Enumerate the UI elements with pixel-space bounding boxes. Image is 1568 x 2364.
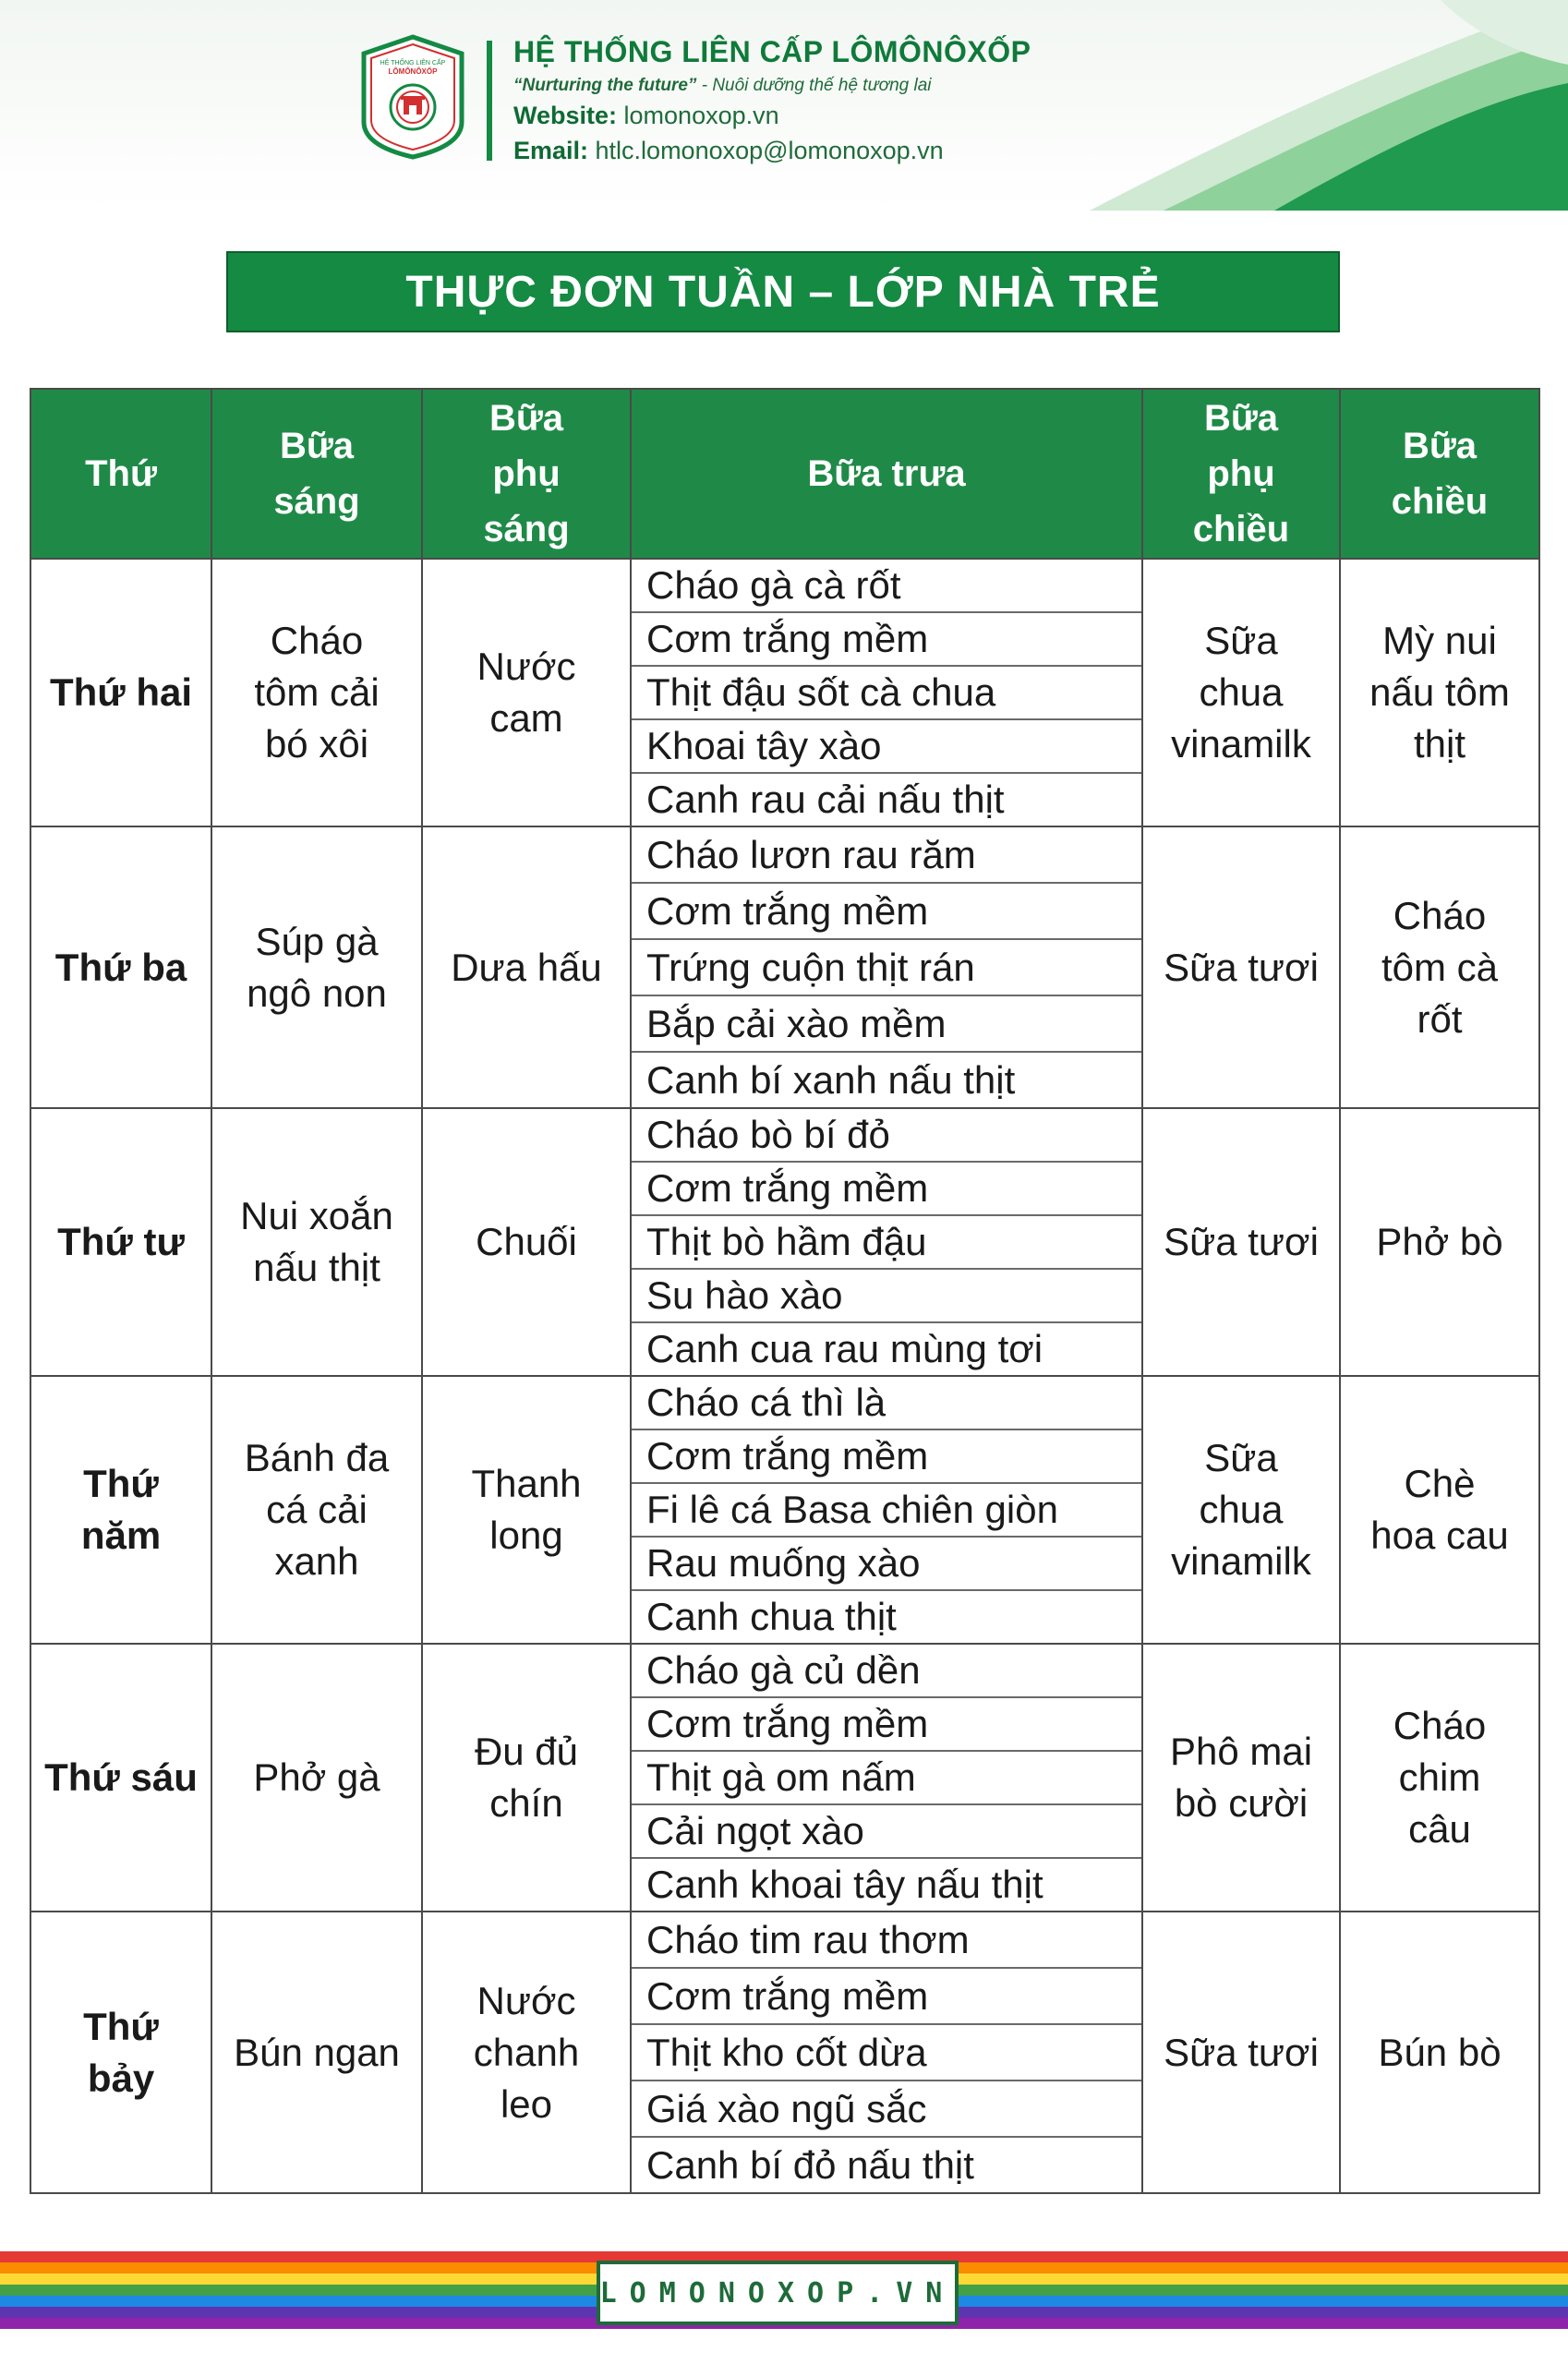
page-header	[0, 0, 1568, 211]
day-line: Thứ sáu	[44, 1755, 198, 1799]
lunch-item: Canh khoai tây nấu thịt	[646, 1863, 1043, 1906]
morning-snack-cell	[422, 1644, 631, 1912]
lunch-item: Canh chua thịt	[646, 1595, 897, 1638]
brand-email	[513, 137, 944, 165]
footer-site-box[interactable]	[597, 2261, 959, 2325]
menu-title-banner	[226, 251, 1340, 332]
table-row	[30, 1108, 1539, 1376]
lunch-item: Giá xào ngũ sắc	[632, 2081, 1141, 2138]
brand-title: HỆ THỐNG LIÊN CẤP LÔMÔNÔXỐP	[513, 35, 1031, 68]
brand-website	[513, 102, 779, 130]
cell-line: tôm cà	[1381, 945, 1499, 989]
lunch-item: Thịt kho cốt dừa	[632, 2025, 1141, 2081]
cell-line: Mỳ nui	[1382, 619, 1497, 662]
cell-line: Chè	[1404, 1462, 1476, 1505]
lunch-cell	[631, 559, 1142, 826]
cell-line: bó xôi	[264, 722, 369, 766]
lunch-item: Bắp cải xào mềm	[632, 996, 1141, 1053]
lunch-item: Cơm trắng mềm	[632, 613, 1141, 667]
header-divider	[487, 41, 492, 161]
lunch-cell	[631, 1644, 1142, 1912]
lunch-item: Cháo tim rau thơm	[632, 1912, 1141, 1969]
afternoon-snack-cell	[1142, 826, 1340, 1108]
cell-line: chua	[1199, 1488, 1284, 1531]
lunch-item: Thịt bò hầm đậu	[632, 1216, 1141, 1270]
header-day	[30, 389, 211, 559]
morning-snack-cell	[422, 1376, 631, 1644]
cell-line: Sữa tươi	[1164, 945, 1319, 989]
lunch-cell	[631, 826, 1142, 1108]
lunch-list	[632, 827, 1141, 1107]
morning-snack-cell	[422, 1108, 631, 1376]
lunch-cell	[631, 1912, 1142, 2193]
cell-line: leo	[500, 2081, 553, 2126]
cell-line: Nước	[476, 645, 576, 688]
afternoon-meal-cell	[1340, 559, 1539, 826]
afternoon-snack-cell	[1142, 559, 1340, 826]
header-line: phụ	[1207, 453, 1275, 494]
lunch-item: Canh bí xanh nấu thịt	[646, 1057, 1016, 1102]
cell-line: chim	[1398, 1755, 1481, 1799]
afternoon-meal-cell	[1340, 1912, 1539, 2193]
cell-line: Bún bò	[1378, 2030, 1502, 2074]
afternoon-snack-cell	[1142, 1644, 1340, 1912]
day-cell	[30, 1376, 211, 1644]
cell-line: Nước	[476, 1978, 576, 2022]
breakfast-cell	[211, 1644, 422, 1912]
lunch-item: Trứng cuộn thịt rán	[632, 940, 1141, 996]
lunch-cell	[631, 1108, 1142, 1376]
header-afternoon-snack	[1142, 389, 1340, 559]
cell-line: Bún ngan	[234, 2030, 400, 2074]
table-row	[30, 826, 1539, 1108]
lunch-item: Cơm trắng mềm	[632, 1698, 1141, 1752]
table-row	[30, 1644, 1539, 1912]
lunch-item: Cải ngọt xào	[632, 1805, 1141, 1859]
cell-line: Phở bò	[1376, 1220, 1503, 1263]
lunch-item: Khoai tây xào	[632, 720, 1141, 774]
website-label: Website:	[513, 102, 618, 129]
day-cell	[30, 1108, 211, 1376]
afternoon-snack-cell	[1142, 1376, 1340, 1644]
cell-line: cá cải	[266, 1488, 368, 1531]
cell-line: Thanh	[471, 1462, 582, 1505]
day-cell	[30, 559, 211, 826]
cell-line: long	[489, 1514, 563, 1557]
cell-line: Sữa	[1204, 619, 1278, 662]
cell-line: chanh	[473, 2030, 580, 2074]
lunch-item: Cơm trắng mềm	[632, 1163, 1141, 1216]
afternoon-meal-cell	[1340, 826, 1539, 1108]
day-line: bảy	[87, 2056, 155, 2100]
header-line: Bữa	[1402, 426, 1478, 466]
day-line: năm	[80, 1514, 162, 1557]
lunch-cell	[631, 1376, 1142, 1644]
lunch-item: Canh cua rau mùng tơi	[646, 1327, 1043, 1370]
day-cell	[30, 1912, 211, 2193]
lunch-list	[632, 560, 1141, 826]
afternoon-meal-cell	[1340, 1108, 1539, 1376]
cell-line: Sữa	[1204, 1436, 1278, 1479]
cell-line: Đu đủ	[474, 1730, 579, 1773]
svg-text:HỆ THỐNG LIÊN CẤP: HỆ THỐNG LIÊN CẤP	[380, 60, 446, 66]
cell-line: Cháo	[1393, 1704, 1487, 1747]
website-value[interactable]: lomonoxop.vn	[617, 102, 779, 129]
day-line: Thứ tư	[57, 1220, 185, 1263]
header-lunch-label: Bữa trưa	[807, 453, 966, 494]
header-line: phụ	[492, 453, 561, 494]
cell-line: Bánh đa	[244, 1436, 390, 1479]
cell-line: Cháo	[270, 619, 364, 662]
cell-line: Sữa tươi	[1164, 1220, 1319, 1263]
lunch-item: Thịt gà om nấm	[632, 1752, 1141, 1805]
lunch-item: Cháo gà cà rốt	[632, 560, 1141, 613]
footer-site-label[interactable]: LOMONOXOP.VN	[599, 2276, 956, 2310]
breakfast-cell	[211, 1912, 422, 2193]
cell-line: ngô non	[247, 971, 387, 1015]
lunch-item: Su hào xào	[632, 1270, 1141, 1323]
lunch-item: Cháo lươn rau răm	[632, 827, 1141, 884]
lunch-item: Fi lê cá Basa chiên giòn	[632, 1484, 1141, 1538]
cell-line: hoa cau	[1370, 1514, 1509, 1557]
cell-line: Dưa hấu	[451, 945, 602, 989]
day-line: Thứ	[83, 1462, 159, 1505]
lunch-item: Canh bí đỏ nấu thịt	[646, 2142, 974, 2187]
header-lunch	[631, 389, 1142, 559]
afternoon-snack-cell	[1142, 1108, 1340, 1376]
table-header-row	[30, 389, 1539, 559]
brand-slogan	[513, 76, 932, 96]
table-row	[30, 559, 1539, 826]
email-label: Email:	[513, 137, 589, 164]
cell-line: tôm cải	[254, 670, 380, 714]
lunch-item: Cháo bò bí đỏ	[632, 1109, 1141, 1163]
cell-line: nấu thịt	[253, 1246, 380, 1289]
header-afternoon-meal	[1340, 389, 1539, 559]
cell-line: vinamilk	[1171, 722, 1311, 766]
slogan-sub: - Nuôi dưỡng thế hệ tương lai	[696, 76, 932, 95]
table-row	[30, 1376, 1539, 1644]
header-line: Bữa	[488, 398, 564, 439]
cell-line: câu	[1408, 1807, 1471, 1851]
day-line: Thứ	[83, 2004, 159, 2048]
cell-line: Phô mai	[1169, 1730, 1313, 1773]
cell-line: thịt	[1413, 722, 1466, 766]
lunch-item: Cơm trắng mềm	[632, 1430, 1141, 1484]
afternoon-snack-cell	[1142, 1912, 1340, 2193]
day-cell	[30, 826, 211, 1108]
lunch-item: Cháo cá thì là	[632, 1377, 1141, 1430]
menu-title: THỰC ĐƠN TUẦN – LỚP NHÀ TRẺ	[405, 267, 1161, 317]
email-value[interactable]: htlc.lomonoxop@lomonoxop.vn	[588, 137, 944, 164]
lunch-list	[632, 1377, 1141, 1643]
cell-line: Nui xoắn	[240, 1194, 393, 1237]
cell-line: nấu tôm	[1369, 670, 1510, 714]
afternoon-meal-cell	[1340, 1644, 1539, 1912]
lunch-item: Cháo gà củ dền	[632, 1645, 1141, 1698]
header-line: Bữa	[1203, 398, 1279, 439]
cell-line: bò cười	[1174, 1781, 1309, 1825]
afternoon-meal-cell	[1340, 1376, 1539, 1644]
table-row	[30, 1912, 1539, 2193]
lunch-item: Canh rau cải nấu thịt	[646, 778, 1005, 821]
lunch-list	[632, 1109, 1141, 1375]
header-morning-snack	[422, 389, 631, 559]
header-line: Bữa	[279, 426, 355, 466]
header-breakfast	[211, 389, 422, 559]
slogan-quote: “Nurturing the future”	[513, 76, 697, 95]
breakfast-cell	[211, 826, 422, 1108]
cell-line: chua	[1199, 670, 1284, 714]
lunch-item: Cơm trắng mềm	[632, 1969, 1141, 2025]
breakfast-cell	[211, 1108, 422, 1376]
breakfast-cell	[211, 1376, 422, 1644]
cell-line: rốt	[1417, 996, 1463, 1041]
lunch-list	[632, 1912, 1141, 2192]
lunch-item: Rau muống xào	[632, 1538, 1141, 1591]
day-line: Thứ ba	[54, 945, 187, 989]
school-logo	[358, 33, 467, 161]
morning-snack-cell	[422, 559, 631, 826]
cell-line: Sữa tươi	[1164, 2030, 1319, 2074]
cell-line: cam	[489, 696, 563, 740]
header-line: sáng	[483, 509, 570, 549]
weekly-menu-table	[30, 388, 1540, 2194]
lunch-item: Thịt đậu sốt cà chua	[632, 667, 1141, 720]
cell-line: Súp gà	[255, 919, 379, 963]
morning-snack-cell	[422, 1912, 631, 2193]
header-swoosh-graphic	[0, 0, 1568, 211]
cell-line: Chuối	[476, 1220, 577, 1263]
cell-line: chín	[489, 1781, 563, 1825]
cell-line: Cháo	[1393, 893, 1487, 937]
header-day-label: Thứ	[85, 453, 157, 494]
header-line: sáng	[273, 481, 360, 522]
header-line: chiều	[1391, 481, 1489, 522]
svg-text:LÔMÔNÔXỐP: LÔMÔNÔXỐP	[388, 67, 438, 76]
lunch-list	[632, 1645, 1141, 1911]
day-cell	[30, 1644, 211, 1912]
breakfast-cell	[211, 559, 422, 826]
day-line: Thứ hai	[49, 670, 193, 714]
cell-line: Phở gà	[253, 1755, 380, 1799]
cell-line: xanh	[274, 1539, 359, 1583]
cell-line: vinamilk	[1171, 1539, 1311, 1583]
lunch-item: Cơm trắng mềm	[632, 884, 1141, 940]
header-line: chiều	[1192, 509, 1290, 549]
morning-snack-cell	[422, 826, 631, 1108]
